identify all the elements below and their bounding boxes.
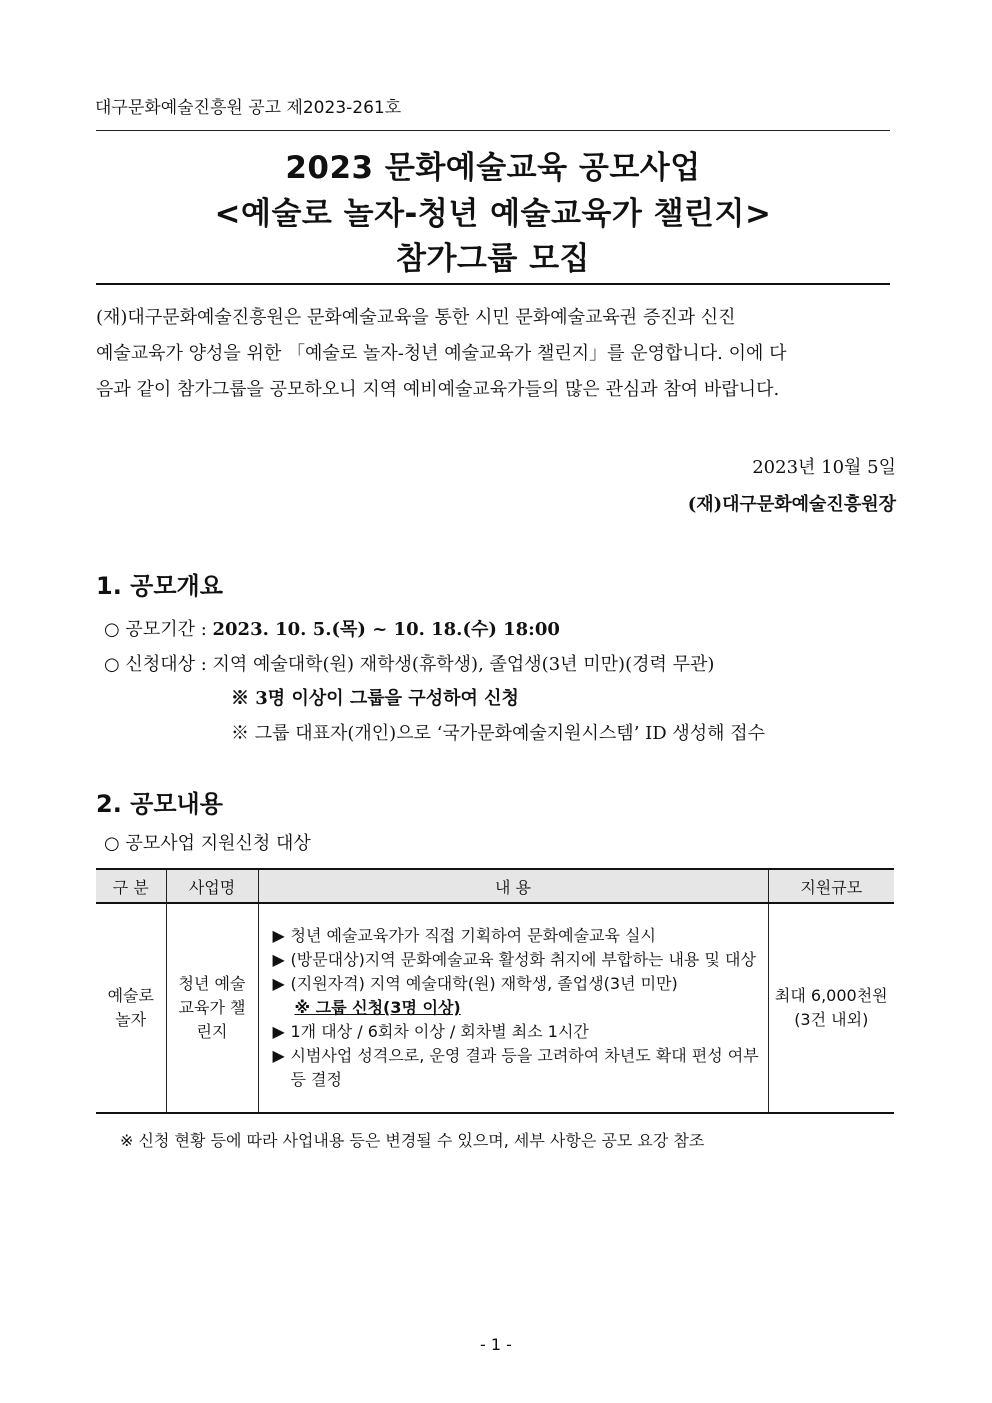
intro-line-2: 예술교육가 양성을 위한 「예술로 놀자-청년 예술교육가 챌린지」를 운영합니다. 이에 다 [96, 343, 787, 364]
program-table [96, 868, 894, 1114]
note-group-size: ※ 3명 이상이 그룹을 구성하여 신청 [231, 688, 519, 709]
intro-line-1: (재)대구문화예술진흥원은 문화예술교육을 통한 시민 문화예술교육권 증진과 신진 [96, 307, 736, 328]
period-label: ○ 공모기간 : [104, 619, 207, 640]
period-value: 2023. 10. 5.(목) ~ 10. 18.(수) 18:00 [212, 619, 560, 640]
note-id-registration: ※ 그룹 대표자(개인)으로 ‘국가문화예술지원시스템’ ID 생성해 접수 [231, 723, 766, 744]
issuer: (재)대구문화예술진흥원장 [687, 494, 896, 515]
table-header-row [96, 869, 894, 903]
header-content: 내 용 [258, 869, 768, 903]
notice-number: 대구문화예술진흥원 공고 제2023-261호 [95, 98, 402, 118]
list-item: ▶ 시범사업 성격으로, 운영 결과 등을 고려하여 차년도 확대 편성 여부 등 결정 [272, 1046, 759, 1089]
cell-category: 예술로 놀자 [96, 903, 166, 1113]
list-item: ▶ 1개 대상 / 6회차 이상 / 회차별 최소 1시간 [272, 1022, 589, 1041]
section-2-subheading: ○ 공모사업 지원신청 대상 [104, 833, 311, 854]
table-row [96, 903, 894, 1113]
cell-scale [768, 903, 894, 1113]
page-number: - 1 - [480, 1335, 512, 1354]
notice-date: 2023년 10월 5일 [752, 457, 896, 478]
title-divider [96, 283, 890, 285]
intro-line-3: 음과 같이 참가그룹을 공모하오니 지역 예비예술교육가들의 많은 관심과 참여 바랍니다. [96, 379, 780, 400]
list-item: ▶ 청년 예술교육가가 직접 기획하여 문화예술교육 실시 [272, 926, 656, 945]
section-2-heading: 2. 공모내용 [96, 790, 223, 818]
period-row [104, 615, 560, 641]
group-requirement-note: ※ 그룹 신청(3명 이상) [294, 998, 461, 1017]
title-line-1: 2023 문화예술교육 공모사업 [285, 150, 701, 186]
title-line-3: 참가그룹 모집 [396, 241, 590, 277]
target-row [104, 650, 714, 676]
header-divider [96, 130, 890, 131]
cell-program: 청년 예술교육가 챌린지 [166, 903, 258, 1113]
target-value: 지역 예술대학(원) 재학생(휴학생), 졸업생(3년 미만)(경력 무관) [212, 654, 715, 675]
scale-amount: 최대 6,000천원 [774, 986, 888, 1005]
header-category: 구 분 [96, 869, 166, 903]
title-line-2: <예술로 놀자-청년 예술교육가 챌린지> [214, 196, 772, 232]
scale-count: (3건 내외) [794, 1010, 869, 1029]
table-footnote: ※ 신청 현황 등에 따라 사업내용 등은 변경될 수 있으며, 세부 사항은 공모 요강 참조 [120, 1131, 705, 1150]
header-program: 사업명 [166, 869, 258, 903]
target-label: ○ 신청대상 : [104, 654, 207, 675]
intro-paragraph [96, 300, 896, 408]
list-item: ▶ (방문대상)지역 문화예술교육 활성화 취지에 부합하는 내용 및 대상 [272, 950, 756, 969]
header-scale: 지원규모 [768, 869, 894, 903]
section-1-heading: 1. 공모개요 [96, 572, 223, 600]
list-item: ▶ (지원자격) 지역 예술대학(원) 재학생, 졸업생(3년 미만) [272, 974, 678, 993]
cell-content [258, 903, 768, 1113]
